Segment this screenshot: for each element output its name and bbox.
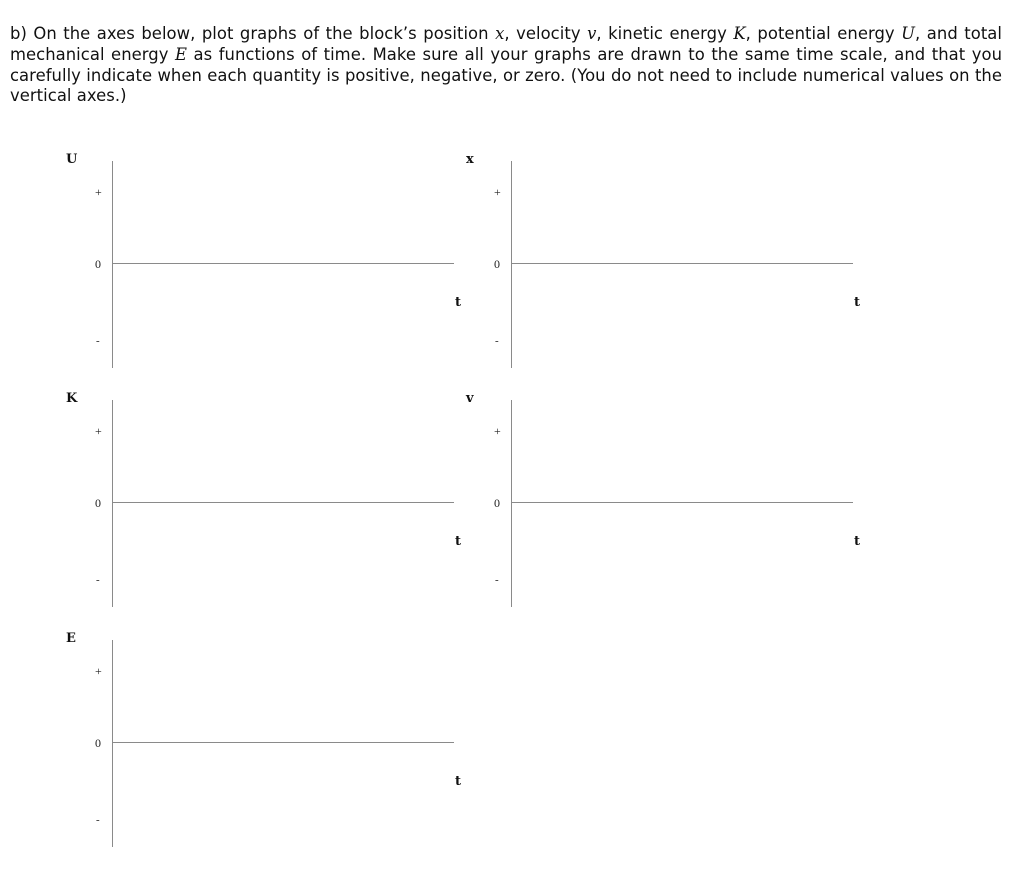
question-text-run: , and total mechanical energy: [10, 24, 1002, 64]
vertical-axis: [511, 400, 512, 607]
tick-zero: 0: [494, 496, 500, 510]
plot-total-energy: [0, 631, 460, 871]
tick-minus: -: [495, 335, 499, 347]
plot-velocity: [399, 391, 859, 631]
question-text-run: b) On the axes below, plot graphs of the block’s position: [10, 24, 496, 43]
time-axis-label: t: [455, 295, 462, 310]
plot-potential-energy: [0, 152, 460, 392]
axis-label-x: x: [466, 152, 474, 167]
tick-minus: -: [96, 574, 100, 586]
vertical-axis: [112, 161, 113, 368]
question-text: [10, 24, 1002, 107]
axis-label-v: v: [466, 391, 474, 406]
question-text-run: , velocity: [504, 24, 588, 43]
time-axis: [113, 742, 454, 743]
tick-plus: +: [95, 424, 102, 438]
math-variable: E: [175, 44, 188, 64]
tick-plus: +: [494, 424, 501, 438]
tick-zero: 0: [95, 736, 101, 750]
time-axis-label: t: [455, 774, 462, 789]
vertical-axis: [511, 161, 512, 368]
question-text-run: , kinetic energy: [596, 24, 734, 43]
time-axis-label: t: [455, 534, 462, 549]
tick-plus: +: [95, 185, 102, 199]
vertical-axis: [112, 640, 113, 847]
time-axis: [512, 502, 853, 503]
math-variable: v: [587, 24, 597, 43]
question-text-run: as functions of time. Make sure all your graphs are drawn to the same time scale, and that you carefully indicate when each quantity is positive, negative, or zero. (You do not need to include numerical values on the vertical axes.): [10, 44, 1003, 106]
tick-zero: 0: [494, 257, 500, 271]
plot-position: [399, 152, 859, 392]
time-axis-label: t: [854, 295, 861, 310]
tick-plus: +: [494, 185, 501, 199]
plot-kinetic-energy: [0, 391, 460, 631]
axis-label-e: E: [66, 631, 76, 646]
math-variable: x: [495, 24, 505, 43]
tick-minus: -: [495, 574, 499, 586]
math-variable: K: [733, 24, 746, 43]
question-text-run: , potential energy: [745, 24, 902, 43]
axis-label-u: U: [66, 152, 78, 167]
vertical-axis: [112, 400, 113, 607]
tick-zero: 0: [95, 496, 101, 510]
time-axis-label: t: [854, 534, 861, 549]
tick-zero: 0: [95, 257, 101, 271]
tick-minus: -: [96, 335, 100, 347]
math-variable: U: [901, 24, 916, 43]
time-axis: [512, 263, 853, 264]
tick-plus: +: [95, 664, 102, 678]
tick-minus: -: [96, 814, 100, 826]
axis-label-k: K: [66, 391, 78, 406]
